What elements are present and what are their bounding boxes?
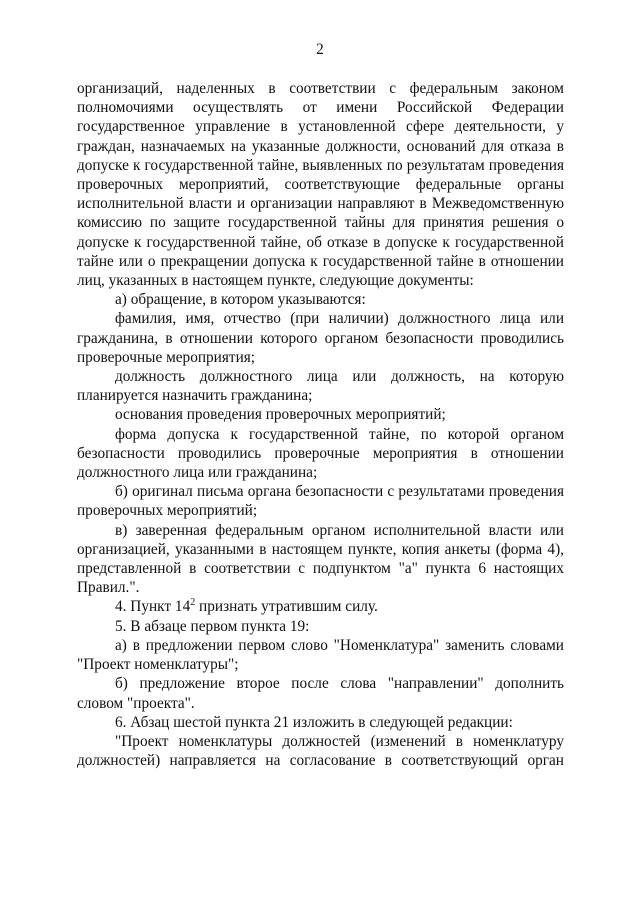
paragraph-item-v: в) заверенная федеральным органом исполнительной власти или организацией, указанными в настоящем пункте, копия анкеты (форма 4), представленной в соответствии с подпунктом "а" пункта 6 настоящих Правил.". xyxy=(77,521,564,597)
page-number: 2 xyxy=(316,41,324,58)
paragraph-position: должность должностного лица или должность, на которую планируется назначить гражданина; xyxy=(77,368,564,405)
paragraph-clearance-form: форма допуска к государственной тайне, по которой органом безопасности проводились проверочные мероприятия в отношении должностного лица или гражданина; xyxy=(77,425,564,482)
paragraph-point-4 xyxy=(77,597,564,616)
paragraph-continuation: организаций, наделенных в соответствии с федеральным законом полномочиями осуществлять от имени Российской Федерации государственное управление в установленной сфере деятельности, у граждан, назначаемых на указанные должности, оснований для отказа в допуске к государственной тайне, выявленных по результатам проведения проверочных мероприятий, соответствующие федеральные органы исполнительной власти и организации направляют в Межведомственную комиссию по защите государственной тайны для принятия решения о допуске к государственной тайне, об отказе в допуске к государственной тайне или о прекращении допуска к государственной тайне в отношении лиц, указанных в настоящем пункте, следующие документы: xyxy=(77,80,564,290)
paragraph-point-5-b: б) предложение второе после слова "направлении" дополнить словом "проекта". xyxy=(77,675,564,712)
paragraph-full-name: фамилия, имя, отчество (при наличии) должностного лица или гражданина, в отношении которого органом безопасности проводились проверочные мероприятия; xyxy=(77,310,564,366)
paragraph-point-4-start: 4. Пункт 14 xyxy=(115,598,191,616)
paragraph-point-6: 6. Абзац шестой пункта 21 изложить в следующей редакции: xyxy=(115,713,513,731)
superscript-index: 2 xyxy=(190,597,196,609)
paragraph-point-5-a: а) в предложении первом слово "Номенклатура" заменить словами "Проект номенклатуры"; xyxy=(77,636,564,674)
paragraph-point-4-end: признать утратившим силу. xyxy=(195,598,378,616)
paragraph-new-wording: "Проект номенклатуры должностей (изменений в номенклатуру должностей) направляется на согласование в соответствующий орган xyxy=(77,732,564,770)
paragraph-grounds: основания проведения проверочных мероприятий; xyxy=(115,406,446,424)
paragraph-item-a: а) обращение, в котором указываются: xyxy=(115,291,366,309)
document-body xyxy=(77,79,564,770)
paragraph-item-b: б) оригинал письма органа безопасности с результатами проведения проверочных мероприятий; xyxy=(77,483,564,520)
paragraph-point-5: 5. В абзаце первом пункта 19: xyxy=(115,617,310,635)
